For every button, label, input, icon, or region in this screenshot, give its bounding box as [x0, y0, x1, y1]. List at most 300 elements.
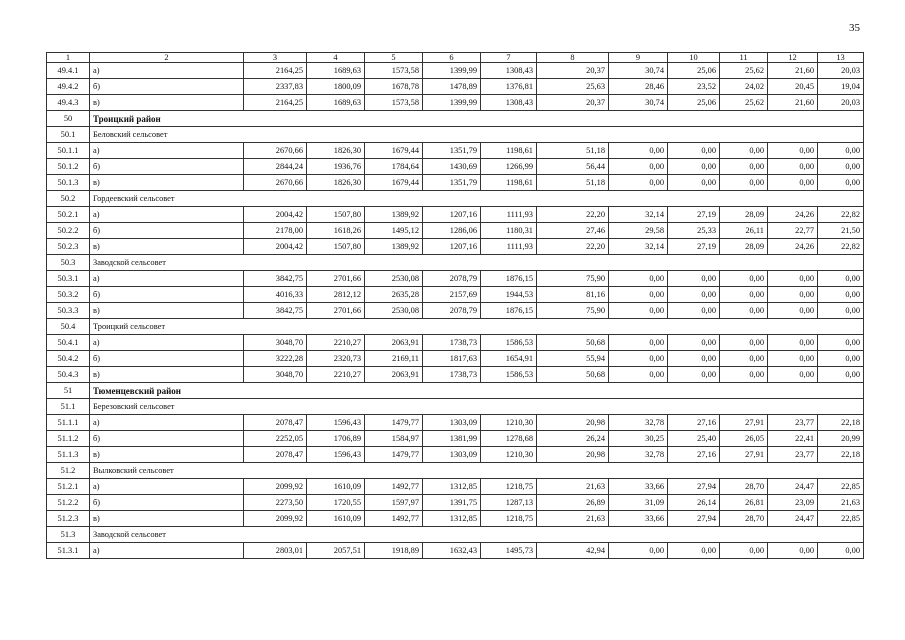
table-cell: 0,00 — [720, 351, 768, 367]
table-cell: 28,09 — [720, 207, 768, 223]
council-row — [47, 319, 864, 335]
column-header: 13 — [818, 53, 864, 63]
table-cell: 1312,85 — [423, 479, 481, 495]
council-row — [47, 527, 864, 543]
table-cell: 20,37 — [537, 63, 609, 79]
table-cell: 1918,89 — [365, 543, 423, 559]
table-cell: 20,98 — [537, 447, 609, 463]
table-cell: 24,47 — [768, 479, 818, 495]
data-table — [46, 52, 864, 559]
row-code: 50 — [47, 111, 90, 127]
table-cell: 3048,70 — [244, 367, 307, 383]
table-cell: 0,00 — [818, 143, 864, 159]
table-cell: 20,45 — [768, 79, 818, 95]
table-cell: 1180,31 — [481, 223, 537, 239]
row-label: б) — [90, 287, 244, 303]
table-cell: 28,46 — [609, 79, 668, 95]
table-cell: 50,68 — [537, 335, 609, 351]
table-cell: 26,14 — [668, 495, 720, 511]
table-cell: 1399,99 — [423, 63, 481, 79]
table-cell: 0,00 — [668, 287, 720, 303]
council-row — [47, 255, 864, 271]
table-cell: 1826,30 — [307, 143, 365, 159]
table-cell: 22,85 — [818, 511, 864, 527]
table-cell: 0,00 — [609, 543, 668, 559]
table-cell: 24,26 — [768, 239, 818, 255]
table-cell: 1111,93 — [481, 207, 537, 223]
table-cell: 30,74 — [609, 63, 668, 79]
table-cell: 42,94 — [537, 543, 609, 559]
row-label: в) — [90, 95, 244, 111]
table-cell: 0,00 — [818, 287, 864, 303]
table-cell: 2252,05 — [244, 431, 307, 447]
table-cell: 1389,92 — [365, 239, 423, 255]
table-row — [47, 543, 864, 559]
row-label: б) — [90, 159, 244, 175]
table-cell: 1308,43 — [481, 63, 537, 79]
table-cell: 2099,92 — [244, 511, 307, 527]
table-cell: 1507,80 — [307, 207, 365, 223]
table-cell: 24,02 — [720, 79, 768, 95]
row-label: а) — [90, 415, 244, 431]
table-cell: 50,68 — [537, 367, 609, 383]
table-cell: 0,00 — [720, 303, 768, 319]
table-cell: 25,40 — [668, 431, 720, 447]
column-header: 5 — [365, 53, 423, 63]
table-cell: 1207,16 — [423, 207, 481, 223]
table-cell: 24,47 — [768, 511, 818, 527]
table-cell: 27,16 — [668, 415, 720, 431]
table-cell: 2063,91 — [365, 367, 423, 383]
table-cell: 0,00 — [609, 271, 668, 287]
table-cell: 0,00 — [668, 543, 720, 559]
table-cell: 1198,61 — [481, 143, 537, 159]
council-title: Вылковский сельсовет — [90, 463, 864, 479]
table-cell: 22,82 — [818, 239, 864, 255]
table-cell: 0,00 — [768, 303, 818, 319]
row-code: 50.2.3 — [47, 239, 90, 255]
table-cell: 2169,11 — [365, 351, 423, 367]
row-label: б) — [90, 431, 244, 447]
table-cell: 2178,00 — [244, 223, 307, 239]
table-cell: 31,09 — [609, 495, 668, 511]
column-header: 9 — [609, 53, 668, 63]
table-cell: 0,00 — [609, 367, 668, 383]
table-cell: 27,94 — [668, 511, 720, 527]
council-row — [47, 463, 864, 479]
table-cell: 1218,75 — [481, 511, 537, 527]
table-cell: 1610,09 — [307, 479, 365, 495]
council-title: Заводской сельсовет — [90, 527, 864, 543]
table-cell: 0,00 — [818, 175, 864, 191]
table-cell: 1596,43 — [307, 447, 365, 463]
table-cell: 28,70 — [720, 511, 768, 527]
table-cell: 22,20 — [537, 207, 609, 223]
table-cell: 25,06 — [668, 95, 720, 111]
council-title: Березовский сельсовет — [90, 399, 864, 415]
table-cell: 25,62 — [720, 95, 768, 111]
row-code: 50.1.2 — [47, 159, 90, 175]
table-cell: 25,63 — [537, 79, 609, 95]
table-row — [47, 175, 864, 191]
row-code: 50.2.1 — [47, 207, 90, 223]
table-row — [47, 335, 864, 351]
table-cell: 2078,47 — [244, 415, 307, 431]
table-cell: 0,00 — [768, 159, 818, 175]
table-row — [47, 79, 864, 95]
row-label: а) — [90, 271, 244, 287]
row-code: 50.4.2 — [47, 351, 90, 367]
table-cell: 0,00 — [720, 287, 768, 303]
row-code: 50.2 — [47, 191, 90, 207]
table-cell: 26,11 — [720, 223, 768, 239]
table-cell: 26,89 — [537, 495, 609, 511]
column-header: 7 — [481, 53, 537, 63]
table-cell: 0,00 — [609, 335, 668, 351]
table-cell: 1266,99 — [481, 159, 537, 175]
table-cell: 0,00 — [609, 143, 668, 159]
table-row — [47, 63, 864, 79]
row-code: 50.1.1 — [47, 143, 90, 159]
table-cell: 0,00 — [818, 351, 864, 367]
table-cell: 3222,28 — [244, 351, 307, 367]
table-cell: 23,52 — [668, 79, 720, 95]
row-code: 50.3.3 — [47, 303, 90, 319]
table-cell: 20,03 — [818, 95, 864, 111]
row-code: 51.1.1 — [47, 415, 90, 431]
table-cell: 26,05 — [720, 431, 768, 447]
table-cell: 30,74 — [609, 95, 668, 111]
table-row — [47, 415, 864, 431]
table-cell: 22,18 — [818, 447, 864, 463]
table-cell: 1573,58 — [365, 95, 423, 111]
table-row — [47, 303, 864, 319]
column-header: 10 — [668, 53, 720, 63]
table-cell: 1381,99 — [423, 431, 481, 447]
table-cell: 21,60 — [768, 63, 818, 79]
table-cell: 0,00 — [768, 367, 818, 383]
column-header: 2 — [90, 53, 244, 63]
row-label: в) — [90, 511, 244, 527]
row-code: 49.4.3 — [47, 95, 90, 111]
table-cell: 1210,30 — [481, 447, 537, 463]
column-header: 8 — [537, 53, 609, 63]
table-cell: 1312,85 — [423, 511, 481, 527]
table-cell: 1351,79 — [423, 175, 481, 191]
table-cell: 26,81 — [720, 495, 768, 511]
table-cell: 1507,80 — [307, 239, 365, 255]
table-cell: 32,78 — [609, 447, 668, 463]
table-cell: 1218,75 — [481, 479, 537, 495]
row-code: 50.2.2 — [47, 223, 90, 239]
table-cell: 1495,73 — [481, 543, 537, 559]
table-cell: 51,18 — [537, 143, 609, 159]
table-cell: 32,14 — [609, 239, 668, 255]
table-cell: 1689,63 — [307, 95, 365, 111]
table-cell: 25,62 — [720, 63, 768, 79]
table-cell: 27,19 — [668, 207, 720, 223]
table-cell: 1610,09 — [307, 511, 365, 527]
row-label: в) — [90, 239, 244, 255]
table-row — [47, 223, 864, 239]
column-header: 4 — [307, 53, 365, 63]
table-cell: 0,00 — [668, 335, 720, 351]
table-cell: 2078,79 — [423, 303, 481, 319]
table-cell: 2844,24 — [244, 159, 307, 175]
table-cell: 1720,55 — [307, 495, 365, 511]
row-label: а) — [90, 543, 244, 559]
row-code: 51.3.1 — [47, 543, 90, 559]
table-cell: 0,00 — [818, 367, 864, 383]
council-title: Гордеевский сельсовет — [90, 191, 864, 207]
table-cell: 2273,50 — [244, 495, 307, 511]
table-row — [47, 239, 864, 255]
table-cell: 20,99 — [818, 431, 864, 447]
table-cell: 1495,12 — [365, 223, 423, 239]
table-cell: 1689,63 — [307, 63, 365, 79]
table-cell: 1207,16 — [423, 239, 481, 255]
table-cell: 0,00 — [720, 159, 768, 175]
table-row — [47, 495, 864, 511]
district-title: Троицкий район — [90, 111, 864, 127]
table-row — [47, 207, 864, 223]
row-code: 50.3 — [47, 255, 90, 271]
column-header: 3 — [244, 53, 307, 63]
table-cell: 2099,92 — [244, 479, 307, 495]
table-cell: 1738,73 — [423, 335, 481, 351]
table-cell: 1826,30 — [307, 175, 365, 191]
table-cell: 1492,77 — [365, 479, 423, 495]
table-cell: 23,77 — [768, 415, 818, 431]
table-row — [47, 287, 864, 303]
table-cell: 0,00 — [768, 543, 818, 559]
table-row — [47, 511, 864, 527]
table-cell: 0,00 — [720, 175, 768, 191]
row-code: 50.1 — [47, 127, 90, 143]
table-cell: 1632,43 — [423, 543, 481, 559]
row-label: б) — [90, 79, 244, 95]
table-row — [47, 159, 864, 175]
table-cell: 1800,09 — [307, 79, 365, 95]
table-cell: 0,00 — [818, 271, 864, 287]
table-cell: 30,25 — [609, 431, 668, 447]
table-row — [47, 431, 864, 447]
row-label: в) — [90, 447, 244, 463]
table-cell: 1936,76 — [307, 159, 365, 175]
table-cell: 1430,69 — [423, 159, 481, 175]
table-cell: 1679,44 — [365, 175, 423, 191]
table-cell: 1597,97 — [365, 495, 423, 511]
table-cell: 2530,08 — [365, 271, 423, 287]
table-cell: 26,24 — [537, 431, 609, 447]
table-cell: 25,33 — [668, 223, 720, 239]
row-code: 51.1 — [47, 399, 90, 415]
table-cell: 23,77 — [768, 447, 818, 463]
table-cell: 55,94 — [537, 351, 609, 367]
table-cell: 2635,28 — [365, 287, 423, 303]
table-cell: 23,09 — [768, 495, 818, 511]
table-cell: 2701,66 — [307, 303, 365, 319]
table-cell: 19,04 — [818, 79, 864, 95]
table-cell: 0,00 — [720, 367, 768, 383]
row-code: 49.4.1 — [47, 63, 90, 79]
table-cell: 1376,81 — [481, 79, 537, 95]
row-code: 50.4 — [47, 319, 90, 335]
table-cell: 0,00 — [768, 287, 818, 303]
table-cell: 0,00 — [668, 159, 720, 175]
table-cell: 1492,77 — [365, 511, 423, 527]
table-cell: 75,90 — [537, 303, 609, 319]
row-code: 50.4.3 — [47, 367, 90, 383]
table-cell: 32,78 — [609, 415, 668, 431]
table-cell: 20,37 — [537, 95, 609, 111]
table-cell: 2078,47 — [244, 447, 307, 463]
table-cell: 21,63 — [537, 479, 609, 495]
table-cell: 0,00 — [609, 303, 668, 319]
page-number: 35 — [849, 22, 860, 34]
row-label: б) — [90, 223, 244, 239]
table-cell: 1584,97 — [365, 431, 423, 447]
table-cell: 1738,73 — [423, 367, 481, 383]
column-header: 6 — [423, 53, 481, 63]
row-label: а) — [90, 207, 244, 223]
table-cell: 0,00 — [668, 303, 720, 319]
table-cell: 56,44 — [537, 159, 609, 175]
table-cell: 1391,75 — [423, 495, 481, 511]
table-cell: 2337,83 — [244, 79, 307, 95]
table-cell: 0,00 — [668, 143, 720, 159]
table-cell: 1111,93 — [481, 239, 537, 255]
column-header: 12 — [768, 53, 818, 63]
table-cell: 0,00 — [818, 303, 864, 319]
table-cell: 2210,27 — [307, 335, 365, 351]
row-code: 51.2 — [47, 463, 90, 479]
table-cell: 2063,91 — [365, 335, 423, 351]
table-cell: 28,09 — [720, 239, 768, 255]
table-cell: 28,70 — [720, 479, 768, 495]
table-cell: 29,58 — [609, 223, 668, 239]
table-cell: 22,18 — [818, 415, 864, 431]
table-cell: 1876,15 — [481, 303, 537, 319]
table-cell: 0,00 — [768, 271, 818, 287]
table-cell: 0,00 — [668, 351, 720, 367]
row-label: а) — [90, 143, 244, 159]
table-cell: 22,77 — [768, 223, 818, 239]
table-cell: 0,00 — [818, 335, 864, 351]
row-label: б) — [90, 495, 244, 511]
row-code: 51.1.2 — [47, 431, 90, 447]
table-cell: 1287,13 — [481, 495, 537, 511]
header-row — [47, 53, 864, 63]
table-cell: 3842,75 — [244, 303, 307, 319]
table-cell: 4016,33 — [244, 287, 307, 303]
table-cell: 2157,69 — [423, 287, 481, 303]
row-label: в) — [90, 367, 244, 383]
district-title: Тюменцевский район — [90, 383, 864, 399]
table-row — [47, 143, 864, 159]
table-cell: 27,19 — [668, 239, 720, 255]
table-cell: 1479,77 — [365, 447, 423, 463]
table-cell: 20,98 — [537, 415, 609, 431]
table-cell: 2164,25 — [244, 95, 307, 111]
table-cell: 2164,25 — [244, 63, 307, 79]
table-cell: 21,63 — [818, 495, 864, 511]
table-cell: 24,26 — [768, 207, 818, 223]
row-code: 51.2.1 — [47, 479, 90, 495]
table-cell: 1784,64 — [365, 159, 423, 175]
table-cell: 0,00 — [609, 175, 668, 191]
council-row — [47, 399, 864, 415]
table-cell: 2057,51 — [307, 543, 365, 559]
table-cell: 27,16 — [668, 447, 720, 463]
table-cell: 0,00 — [818, 159, 864, 175]
table-cell: 2004,42 — [244, 239, 307, 255]
table-cell: 3048,70 — [244, 335, 307, 351]
table-cell: 0,00 — [768, 143, 818, 159]
table-cell: 75,90 — [537, 271, 609, 287]
table-cell: 0,00 — [768, 175, 818, 191]
table-cell: 22,41 — [768, 431, 818, 447]
column-header: 11 — [720, 53, 768, 63]
district-row — [47, 111, 864, 127]
table-cell: 1308,43 — [481, 95, 537, 111]
table-cell: 2803,01 — [244, 543, 307, 559]
table-cell: 22,20 — [537, 239, 609, 255]
table-cell: 25,06 — [668, 63, 720, 79]
column-header: 1 — [47, 53, 90, 63]
table-cell: 32,14 — [609, 207, 668, 223]
table-cell: 0,00 — [818, 543, 864, 559]
table-row — [47, 367, 864, 383]
row-label: в) — [90, 175, 244, 191]
table-cell: 33,66 — [609, 511, 668, 527]
table-row — [47, 447, 864, 463]
table-cell: 21,60 — [768, 95, 818, 111]
table-cell: 51,18 — [537, 175, 609, 191]
table-cell: 27,46 — [537, 223, 609, 239]
row-code: 50.4.1 — [47, 335, 90, 351]
table-cell: 2320,73 — [307, 351, 365, 367]
table-row — [47, 351, 864, 367]
table-cell: 20,03 — [818, 63, 864, 79]
table-cell: 27,91 — [720, 415, 768, 431]
table-cell: 2210,27 — [307, 367, 365, 383]
table-cell: 1618,26 — [307, 223, 365, 239]
table-cell: 2701,66 — [307, 271, 365, 287]
row-label: а) — [90, 63, 244, 79]
table-cell: 2078,79 — [423, 271, 481, 287]
row-code: 51 — [47, 383, 90, 399]
table-cell: 1399,99 — [423, 95, 481, 111]
row-code: 51.3 — [47, 527, 90, 543]
row-code: 50.1.3 — [47, 175, 90, 191]
council-row — [47, 127, 864, 143]
table-cell: 1389,92 — [365, 207, 423, 223]
row-code: 49.4.2 — [47, 79, 90, 95]
table-cell: 0,00 — [609, 159, 668, 175]
table-cell: 1586,53 — [481, 367, 537, 383]
council-title: Беловский сельсовет — [90, 127, 864, 143]
row-label: б) — [90, 351, 244, 367]
table-cell: 2670,66 — [244, 175, 307, 191]
table-cell: 1210,30 — [481, 415, 537, 431]
table-cell: 27,94 — [668, 479, 720, 495]
table-cell: 0,00 — [668, 367, 720, 383]
table-cell: 0,00 — [768, 351, 818, 367]
council-row — [47, 191, 864, 207]
table-cell: 1198,61 — [481, 175, 537, 191]
table-cell: 1876,15 — [481, 271, 537, 287]
